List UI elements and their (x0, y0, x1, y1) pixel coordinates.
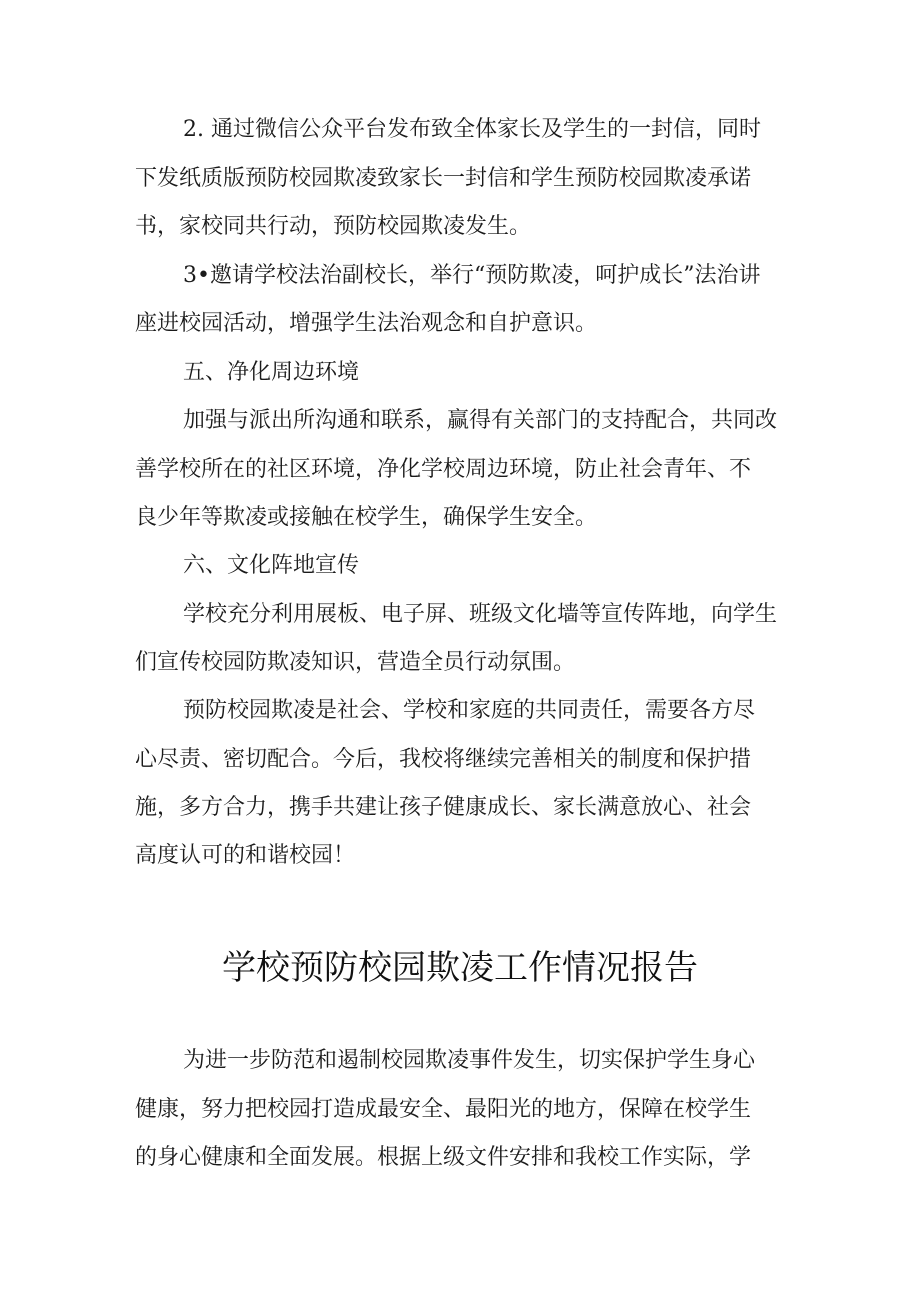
report-intro-line-1: 为进一步防范和遏制校园欺凌事件发生，切实保护学生身心 (183, 1048, 756, 1073)
report-title: 学校预防校园欺凌工作情况报告 (222, 948, 698, 988)
closing-line-1: 预防校园欺凌是社会、学校和家庭的共同责任，需要各方尽 (183, 698, 756, 723)
item-2-line-2: 下发纸质版预防校园欺凌致家长一封信和学生预防校园欺凌承诺 (135, 166, 752, 191)
section-5-line-1: 加强与派出所沟通和联系，赢得有关部门的支持配合，共同改 (183, 408, 778, 433)
closing-line-4: 高度认可的和谐校园！ (135, 843, 356, 868)
section-5-line-3: 良少年等欺凌或接触在校学生，确保学生安全。 (135, 505, 598, 530)
report-intro-line-3: 的身心健康和全面发展。根据上级文件安排和我校工作实际，学 (135, 1145, 752, 1170)
section-5-heading: 五、净化周边环境 (183, 360, 360, 385)
section-6-line-2: 们宣传校园防欺凌知识，营造全员行动氛围。 (135, 650, 576, 675)
report-intro-line-2: 健康，努力把校园打造成最安全、最阳光的地方，保障在校学生 (135, 1097, 752, 1122)
section-6-heading: 六、文化阵地宣传 (183, 553, 360, 578)
item-3-line-2: 座进校园活动，增强学生法治观念和自护意识。 (135, 311, 598, 336)
item-2-line-3: 书，家校同共行动，预防校园欺凌发生。 (135, 214, 532, 239)
closing-line-2: 心尽责、密切配合。今后，我校将继续完善相关的制度和保护措 (135, 747, 752, 772)
item-2-line-1: 2. 通过微信公众平台发布致全体家长及学生的一封信，同时 (183, 117, 761, 142)
closing-line-3: 施，多方合力，携手共建让孩子健康成长、家长满意放心、社会 (135, 795, 752, 820)
section-6-line-1: 学校充分利用展板、电子屏、班级文化墙等宣传阵地，向学生 (183, 602, 778, 627)
section-5-line-2: 善学校所在的社区环境，净化学校周边环境，防止社会青年、不 (135, 457, 752, 482)
item-3-line-1: 3•邀请学校法治副校长，举行“预防欺凌，呵护成长”法治讲 (183, 263, 761, 288)
